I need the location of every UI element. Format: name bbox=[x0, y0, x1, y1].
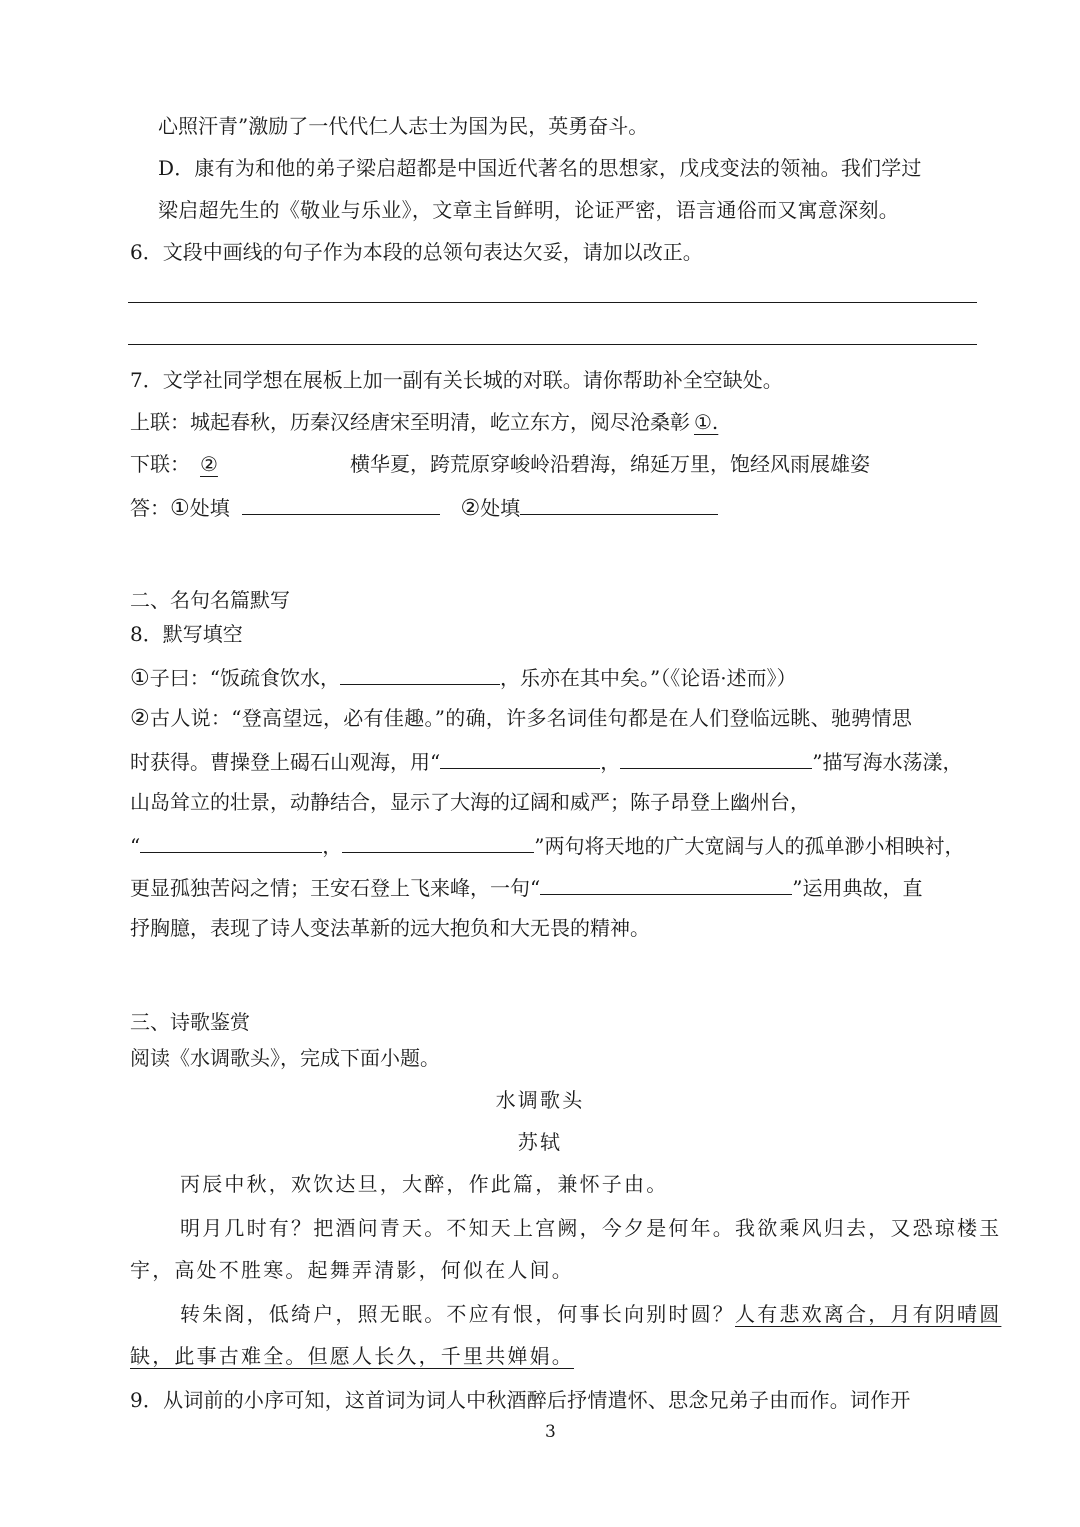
couplet-blank-1[interactable] bbox=[690, 408, 850, 436]
question-7: 7．文学社同学想在展板上加一副有关长城的对联。请你帮助补全空缺处。 bbox=[130, 368, 783, 392]
q8-line-5-b: ， bbox=[322, 834, 343, 858]
q8-line-4: 山岛耸立的壮景，动静结合，显示了大海的辽阔和威严；陈子昂登上幽州台， bbox=[130, 790, 810, 814]
fill-label-1: 处填 bbox=[189, 496, 230, 520]
q8-line-3-b: ， bbox=[600, 750, 621, 774]
question-6: 6．文段中画线的句子作为本段的总领句表达欠妥，请加以改正。 bbox=[130, 240, 703, 264]
couplet-blank-2[interactable] bbox=[190, 450, 350, 478]
couplet-lower-text: 横华夏，跨荒原穿峻岭沿碧海，绵延万里，饱经风雨展雄姿 bbox=[350, 452, 870, 476]
page-number: 3 bbox=[545, 1422, 556, 1442]
poem-underlined-2: 缺，此事古难全。但愿人长久，千里共婵娟。 bbox=[130, 1344, 574, 1368]
text-line: 心照汗青”激励了一代代仁人志士为国为民，英勇奋斗。 bbox=[158, 114, 649, 138]
poem-author: 苏轼 bbox=[517, 1130, 563, 1154]
answer-blank-1[interactable] bbox=[242, 492, 440, 515]
circled-one: ① bbox=[170, 496, 190, 521]
answer-line-2[interactable] bbox=[128, 344, 977, 345]
couplet-lower bbox=[130, 450, 870, 478]
couplet-lower-label: 下联： bbox=[130, 452, 190, 476]
poem-title: 水调歌头 bbox=[495, 1088, 585, 1112]
q8-line-6-a: 更显孤独苦闷之情；王安石登上飞来峰，一句“ bbox=[130, 876, 541, 900]
poem-line-2: 宇，高处不胜寒。起舞弄清影，何似在人间。 bbox=[130, 1258, 574, 1282]
circled-one: ① bbox=[130, 666, 150, 691]
reading-instruction: 阅读《水调歌头》，完成下面小题。 bbox=[130, 1046, 440, 1070]
q8-line-6 bbox=[130, 872, 922, 902]
q8-line-3-c: ”描写海水荡漾， bbox=[812, 750, 963, 774]
question-9: 9．从词前的小序可知，这首词为词人中秋酒醉后抒情遣怀、思念兄弟子由而作。词作开 bbox=[130, 1388, 911, 1412]
q8-line-5 bbox=[130, 830, 964, 860]
q8-line-6-b: ”运用典故，直 bbox=[792, 876, 923, 900]
q8-blank-2[interactable] bbox=[440, 746, 600, 769]
answer-row bbox=[130, 492, 718, 523]
q8-item-2-text: 古人说：“登高望远，必有佳趣。”的确，许多名词佳句都是在人们登临远眺、驰骋情思 bbox=[150, 706, 913, 730]
circled-two: ② bbox=[130, 706, 151, 731]
q8-line-7: 抒胸臆，表现了诗人变法革新的远大抱负和大无畏的精神。 bbox=[130, 916, 650, 940]
q8-blank-4[interactable] bbox=[140, 830, 322, 853]
blank-2-mark: ② bbox=[200, 452, 218, 476]
answer-label: 答： bbox=[130, 496, 170, 520]
q8-blank-5[interactable] bbox=[342, 830, 534, 853]
circled-two: ② bbox=[460, 496, 481, 521]
answer-line-1[interactable] bbox=[128, 302, 977, 303]
q8-blank-1[interactable] bbox=[340, 662, 500, 685]
q8-line-5-c: ”两句将天地的广大宽阔与人的孤单渺小相映衬， bbox=[534, 834, 965, 858]
q8-item-1-b: ，乐亦在其中矣。”（《论语·述而》） bbox=[499, 666, 797, 690]
poem-line-3 bbox=[180, 1300, 1001, 1328]
q8-item-1 bbox=[130, 662, 797, 693]
q8-blank-6[interactable] bbox=[540, 872, 792, 895]
option-d-line-2: 梁启超先生的《敬业与乐业》，文章主旨鲜明，论证严密，语言通俗而又寓意深刻。 bbox=[158, 198, 900, 222]
q8-item-2 bbox=[130, 704, 912, 733]
poem-line-3-a: 转朱阁，低绮户，照无眠。不应有恨，何事长向别时圆？ bbox=[180, 1302, 735, 1326]
question-8: 8．默写填空 bbox=[130, 622, 243, 646]
poem-preface: 丙辰中秋，欢饮达旦，大醉，作此篇，兼怀子由。 bbox=[180, 1172, 669, 1196]
q8-line-5-a: “ bbox=[130, 834, 141, 858]
blank-1-mark: ①. bbox=[694, 410, 719, 434]
couplet-upper bbox=[130, 408, 850, 436]
poem-underlined-1: 人有悲欢离合，月有阴晴圆 bbox=[735, 1302, 1002, 1326]
option-d-line-1: D．康有为和他的弟子梁启超都是中国近代著名的思想家，戊戌变法的领袖。我们学过 bbox=[158, 156, 922, 180]
couplet-upper-text: 上联：城起春秋，历秦汉经唐宋至明清，屹立东方，阅尽沧桑彰 bbox=[130, 410, 690, 434]
q8-item-1-a: 子曰：“饭疏食饮水， bbox=[149, 666, 340, 690]
q8-line-3 bbox=[130, 746, 962, 776]
section-2-heading: 二、名句名篇默写 bbox=[130, 588, 290, 612]
poem-line-1: 明月几时有？把酒问青天。不知天上宫阙，今夕是何年。我欲乘风归去，又恐琼楼玉 bbox=[180, 1216, 1002, 1240]
q8-blank-3[interactable] bbox=[620, 746, 812, 769]
q8-line-3-a: 时获得。曹操登上碣石山观海，用“ bbox=[130, 750, 441, 774]
poem-line-4 bbox=[130, 1342, 574, 1370]
section-3-heading: 三、诗歌鉴赏 bbox=[130, 1010, 250, 1034]
answer-blank-2[interactable] bbox=[520, 492, 718, 515]
fill-label-2: 处填 bbox=[480, 496, 521, 520]
